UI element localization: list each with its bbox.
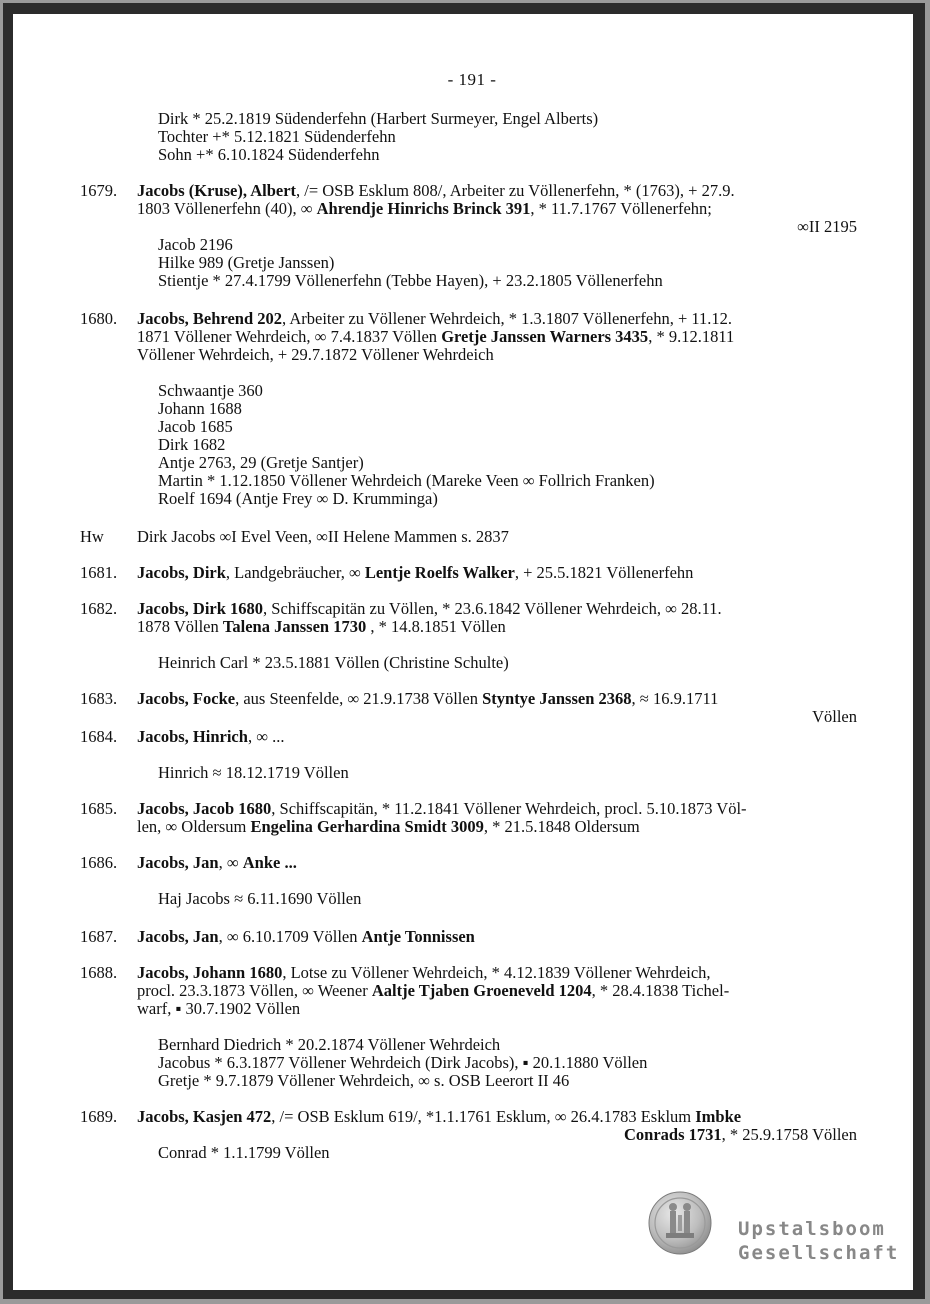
spouse-name: Imbke [695, 1107, 742, 1126]
entry-name: Jacobs, Behrend 202 [137, 309, 283, 328]
spouse-name: Antje Tonnissen [361, 927, 475, 946]
child-line: Johann 1688 [158, 399, 242, 418]
entry-text: , Schiffscapitän, * 11.2.1841 Völlener Wehrdeich, procl. 5.10.1873 Völ- [271, 799, 747, 818]
child-list [158, 382, 655, 508]
entry-text: Dirk Jacobs ∞I Evel Veen, ∞II Helene Mammen s. 2837 [137, 527, 509, 546]
child-line: Jacob 2196 [158, 235, 233, 254]
entry-text: Völlener Wehrdeich, + 29.7.1872 Völlener Wehrdeich [137, 345, 494, 364]
child-list [158, 654, 509, 672]
entry-text: , ∞ [218, 853, 243, 872]
child-line: Jacob 1685 [158, 417, 233, 436]
entry-text: 1803 Völlenerfehn (40), ∞ [137, 199, 317, 218]
entry-number: 1684. [80, 727, 118, 746]
spouse-name: Anke ... [242, 853, 297, 872]
entry-text: , Landgebräucher, ∞ [225, 563, 365, 582]
entry-name: Jacobs, Focke [137, 689, 236, 708]
child-line: Schwaantje 360 [158, 381, 263, 400]
entry-name: Jacobs, Dirk [137, 563, 226, 582]
entry-name: Jacobs, Jan [137, 853, 219, 872]
entry-1687 [137, 928, 857, 946]
entry-name: Jacobs (Kruse), Albert [137, 181, 297, 200]
entry-1689 [137, 1108, 857, 1144]
child-line: Antje 2763, 29 (Gretje Santjer) [158, 453, 364, 472]
entry-1683 [137, 690, 857, 726]
entry-number: 1687. [80, 927, 118, 946]
entry-number: 1682. [80, 599, 118, 618]
entry-text: , ≈ 16.9.1711 [631, 689, 719, 708]
child-line: Tochter +* 5.12.1821 Südenderfehn [158, 127, 396, 146]
entry-1679 [137, 182, 857, 236]
entry-1685 [137, 800, 857, 836]
entry-name: Jacobs, Kasjen 472 [137, 1107, 272, 1126]
spouse-name: Styntye Janssen 2368 [482, 689, 632, 708]
seal-icon [648, 1191, 712, 1255]
entry-text: Völlen [812, 707, 857, 726]
child-line: Jacobus * 6.3.1877 Völlener Wehrdeich (Dirk Jacobs), ▪ 20.1.1880 Völlen [158, 1053, 648, 1072]
child-list [158, 764, 349, 782]
child-list [158, 236, 663, 290]
entry-1688 [137, 964, 857, 1018]
child-line: Heinrich Carl * 23.5.1881 Völlen (Christine Schulte) [158, 653, 509, 672]
entry-text: , * 11.7.1767 Völlenerfehn; [530, 199, 712, 218]
entry-text: 1871 Völlener Wehrdeich, ∞ 7.4.1837 Völlen [137, 327, 442, 346]
entry-number: 1679. [80, 181, 118, 200]
entry-name: Jacobs, Dirk 1680 [137, 599, 264, 618]
entry-text: , * 9.12.1811 [648, 327, 735, 346]
entry-text: , * 28.4.1838 Tichel- [591, 981, 730, 1000]
child-line: Martin * 1.12.1850 Völlener Wehrdeich (Mareke Veen ∞ Follrich Franken) [158, 471, 655, 490]
entry-1682 [137, 600, 857, 636]
entry-number: 1680. [80, 309, 118, 328]
child-list [158, 1036, 647, 1090]
entry-number: 1683. [80, 689, 118, 708]
entry-text: , * 25.9.1758 Völlen [721, 1125, 857, 1144]
entry-text: , /= OSB Esklum 619/, *1.1.1761 Esklum, ∞ 26.4.1783 Esklum [271, 1107, 696, 1126]
entry-text: , * 21.5.1848 Oldersum [483, 817, 640, 836]
spouse-name: Ahrendje Hinrichs Brinck 391 [316, 199, 531, 218]
entry-number: 1689. [80, 1107, 118, 1126]
entry-text: len, ∞ Oldersum [137, 817, 251, 836]
entry-text: , aus Steenfelde, ∞ 21.9.1738 Völlen [235, 689, 483, 708]
entry-number: 1686. [80, 853, 118, 872]
spouse-name: Engelina Gerhardina Smidt 3009 [250, 817, 484, 836]
child-line: Haj Jacobs ≈ 6.11.1690 Völlen [158, 889, 362, 908]
entry-text: , ∞ ... [247, 727, 285, 746]
child-list [158, 1144, 330, 1162]
entry-1686 [137, 854, 857, 872]
entry-number: 1681. [80, 563, 118, 582]
entry-name: Jacobs, Johann 1680 [137, 963, 283, 982]
brand-line-2: Gesellschaft [738, 1242, 900, 1264]
child-list [158, 110, 598, 164]
child-line: Conrad * 1.1.1799 Völlen [158, 1143, 330, 1162]
entry-1680 [137, 310, 857, 364]
entry-text: ∞II 2195 [797, 217, 857, 236]
child-line: Stientje * 27.4.1799 Völlenerfehn (Tebbe Hayen), + 23.2.1805 Völlenerfehn [158, 271, 663, 290]
entry-text: , Arbeiter zu Völlener Wehrdeich, * 1.3.1807 Völlenerfehn, + 11.12. [282, 309, 733, 328]
entry-text: procl. 23.3.1873 Völlen, ∞ Weener [137, 981, 372, 1000]
entry-text: , ∞ 6.10.1709 Völlen [218, 927, 362, 946]
entry-name: Jacobs, Jan [137, 927, 219, 946]
child-line: Hilke 989 (Gretje Janssen) [158, 253, 335, 272]
spouse-name: Conrads 1731 [623, 1125, 722, 1144]
child-line: Hinrich ≈ 18.12.1719 Völlen [158, 763, 349, 782]
child-line: Sohn +* 6.10.1824 Südenderfehn [158, 145, 380, 164]
child-line: Gretje * 9.7.1879 Völlener Wehrdeich, ∞ s. OSB Leerort II 46 [158, 1071, 570, 1090]
child-line: Roelf 1694 (Antje Frey ∞ D. Krumminga) [158, 489, 438, 508]
entry-text: , + 25.5.1821 Völlenerfehn [514, 563, 694, 582]
entry-name: Jacobs, Jacob 1680 [137, 799, 272, 818]
entry-1684 [137, 728, 857, 746]
spouse-name: Lentje Roelfs Walker [364, 563, 515, 582]
entry-text: , Lotse zu Völlener Wehrdeich, * 4.12.1839 Völlener Wehrdeich, [282, 963, 711, 982]
hw-label: Hw [80, 527, 104, 546]
entry-1681 [137, 564, 857, 582]
spouse-name: Gretje Janssen Warners 3435 [441, 327, 649, 346]
entry-text: , * 14.8.1851 Völlen [366, 617, 506, 636]
entry-number: 1688. [80, 963, 118, 982]
spouse-name: Aaltje Tjaben Groeneveld 1204 [371, 981, 592, 1000]
page-number: - 191 - [447, 70, 497, 89]
child-line: Dirk * 25.2.1819 Südenderfehn (Harbert Surmeyer, Engel Alberts) [158, 109, 599, 128]
entry-text: , Schiffscapitän zu Völlen, * 23.6.1842 Völlener Wehrdeich, ∞ 28.11. [263, 599, 722, 618]
child-list [158, 890, 361, 908]
child-line: Bernhard Diedrich * 20.2.1874 Völlener Wehrdeich [158, 1035, 501, 1054]
hw-note [137, 528, 857, 546]
child-line: Dirk 1682 [158, 435, 226, 454]
entry-number: 1685. [80, 799, 118, 818]
entry-text: 1878 Völlen [137, 617, 223, 636]
entry-name: Jacobs, Hinrich [137, 727, 248, 746]
brand-line-1: Upstalsboom [738, 1218, 886, 1240]
entry-text: warf, ▪ 30.7.1902 Völlen [137, 999, 301, 1018]
spouse-name: Talena Janssen 1730 [222, 617, 367, 636]
entry-text: , /= OSB Esklum 808/, Arbeiter zu Völlenerfehn, * (1763), + 27.9. [296, 181, 735, 200]
